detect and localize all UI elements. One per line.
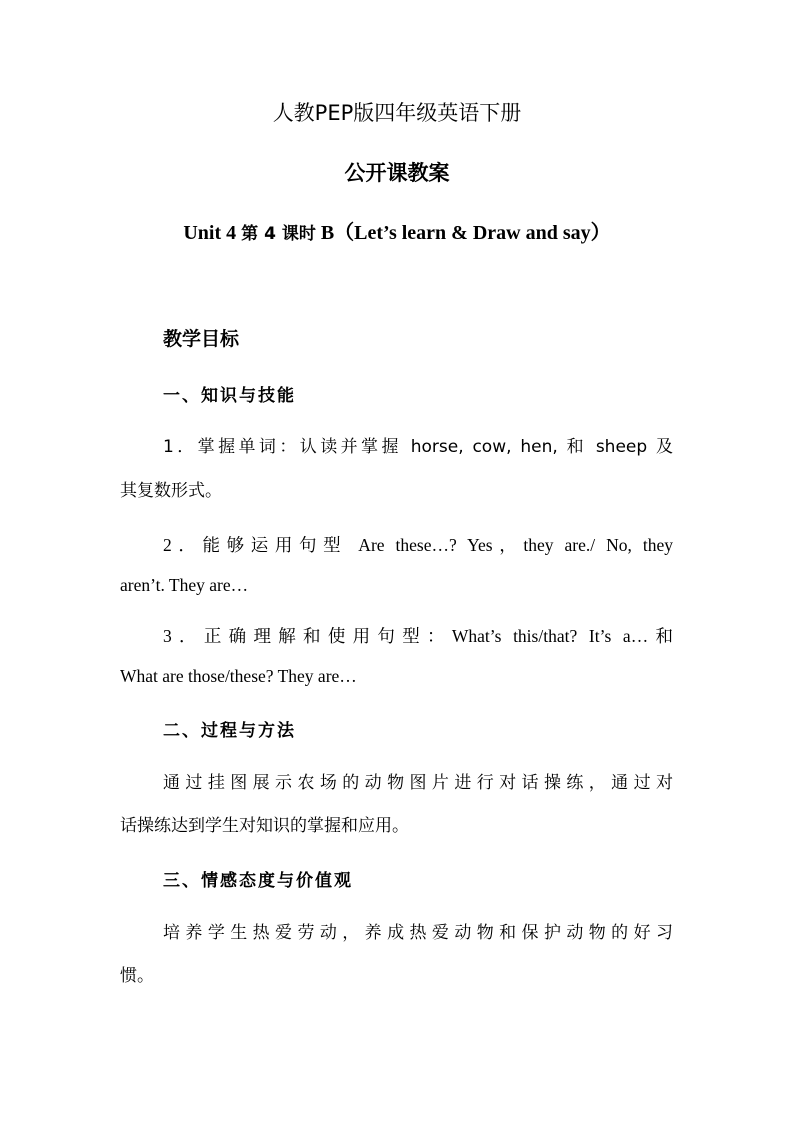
section1-heading: 一、知识与技能 bbox=[163, 386, 296, 406]
section3-heading: 三、情感态度与价值观 bbox=[163, 871, 353, 891]
item2-line2: aren’t. They are… bbox=[120, 575, 249, 595]
item3-line2: What are those/these? They are… bbox=[120, 666, 357, 686]
section3-line1: 培养学生热爱劳动，养成热爱动物和保护动物的好习 bbox=[163, 923, 673, 943]
item3-line1: 3．正确理解和使用句型：What’s this/that? It’s a…和 bbox=[163, 626, 673, 646]
lesson-period: 第 4 课时 bbox=[241, 224, 316, 244]
section2-line2: 话操练达到学生对知识的掌握和应用。 bbox=[120, 816, 409, 836]
item1-line1: 1．掌握单词：认读并掌握 horse, cow, hen, 和 sheep 及 bbox=[163, 437, 673, 457]
section2-heading: 二、过程与方法 bbox=[163, 721, 296, 741]
item1-line2: 其复数形式。 bbox=[120, 481, 222, 501]
document-title: 人教PEP版四年级英语下册 bbox=[272, 101, 522, 125]
section3-line2: 惯。 bbox=[120, 966, 154, 986]
document-subtitle: 公开课教案 bbox=[344, 161, 450, 185]
goals-heading: 教学目标 bbox=[163, 328, 240, 350]
lesson-part: B（Let’s learn & Draw and say） bbox=[315, 222, 611, 244]
lesson-title bbox=[0, 216, 794, 245]
item2-line1: 2．能够运用句型 Are these…? Yes，they are./ No, they bbox=[163, 535, 673, 555]
section2-line1: 通过挂图展示农场的动物图片进行对话操练，通过对 bbox=[163, 773, 673, 793]
lesson-unit: Unit 4 bbox=[183, 222, 242, 244]
